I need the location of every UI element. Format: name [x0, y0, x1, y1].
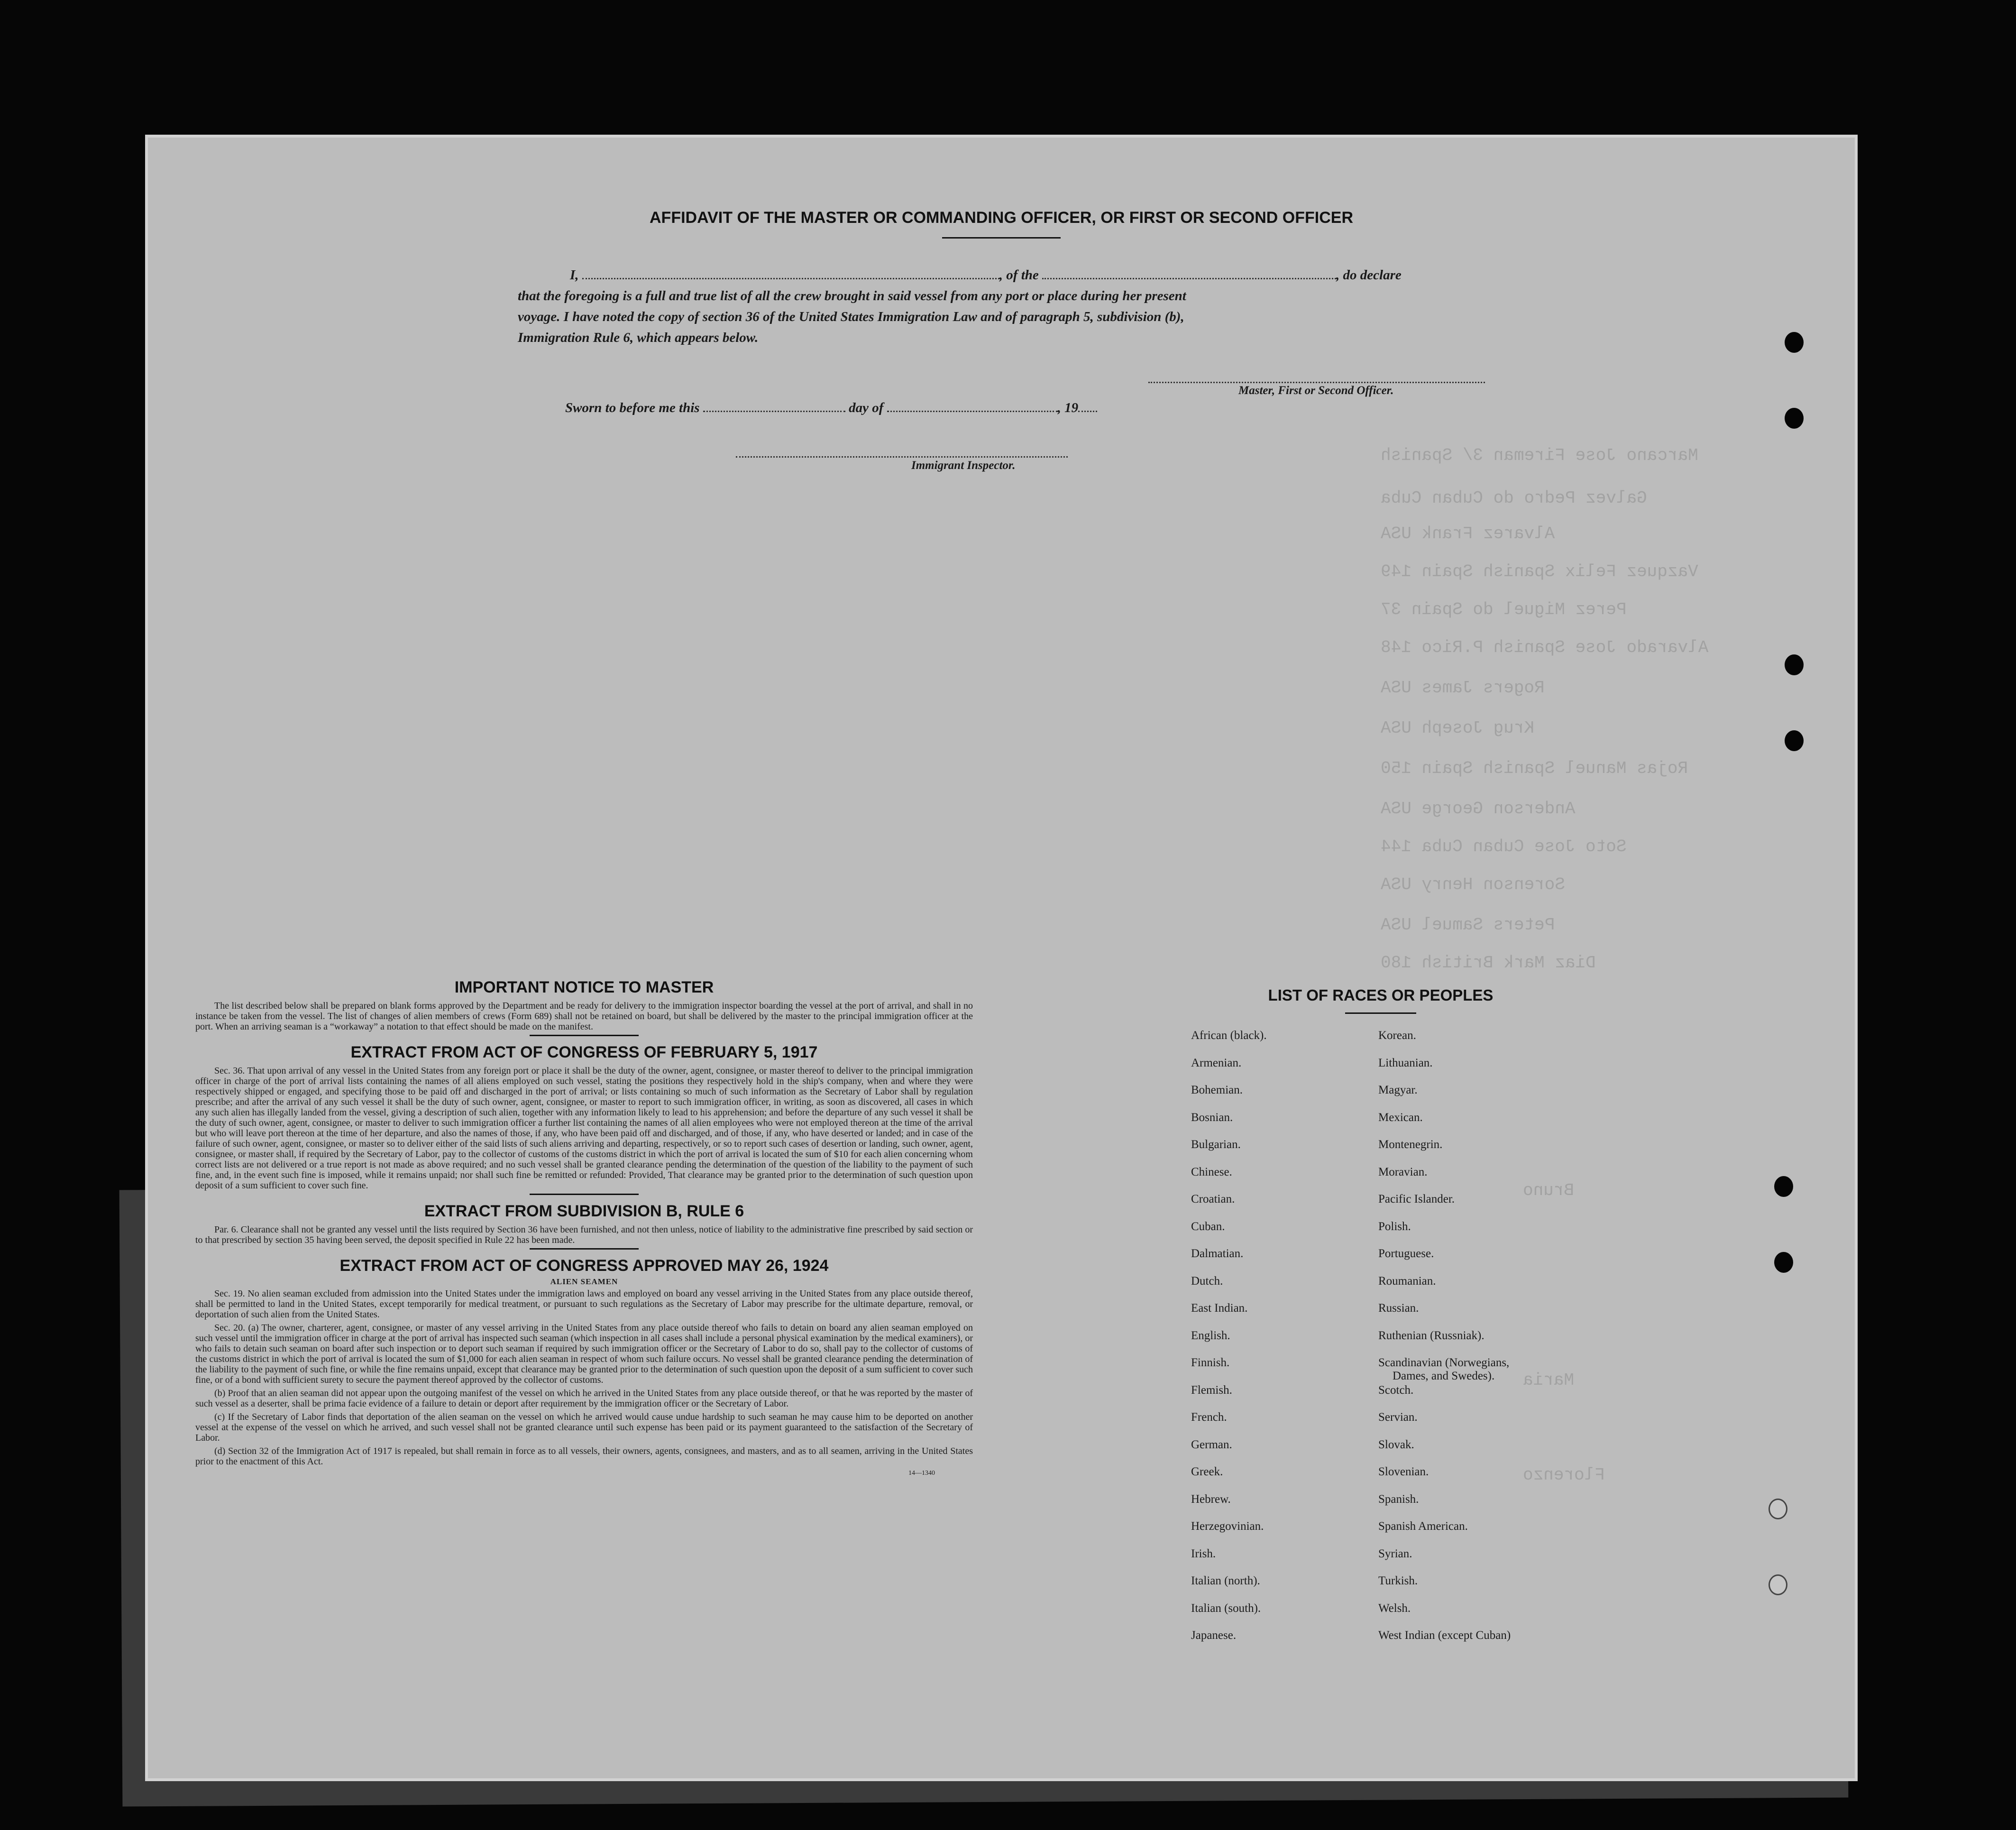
- affidavit-i-label: I,: [570, 267, 579, 283]
- race-entry: Irish.: [1191, 1547, 1216, 1560]
- sworn-day-field[interactable]: [703, 402, 845, 412]
- punch-hole: [1785, 332, 1804, 353]
- affidavit-line4: Immigration Rule 6, which appears below.: [518, 330, 759, 345]
- extract-1924-paragraph: (c) If the Secretary of Labor finds that deportation of the alien seaman on the vessel on which he arrived would cause undue hardship to such seaman he may cause him to be deported on another vessel at the expense of the vessel on which he arrived, and such vessel shall not be granted clearance until such expense has been paid or its payment guaranteed to the satisfaction of the Secretary of Labor.: [195, 1412, 973, 1443]
- affidavit-title: AFFIDAVIT OF THE MASTER OR COMMANDING OFFICER, OR FIRST OR SECOND OFFICER: [650, 209, 1353, 227]
- affidavit-of-the-label: , of the: [999, 267, 1039, 283]
- affidavit-line1: [518, 265, 1494, 285]
- races-title: LIST OF RACES OR PEOPLES: [1268, 986, 1494, 1004]
- affidavit-do-declare-label: , do declare: [1336, 267, 1402, 283]
- race-entry: Finnish.: [1191, 1356, 1230, 1369]
- race-entry: Slovak.: [1378, 1438, 1414, 1451]
- race-entry: African (black).: [1191, 1029, 1267, 1042]
- race-entry: Syrian.: [1378, 1547, 1412, 1560]
- race-entry: Spanish.: [1378, 1492, 1419, 1506]
- race-entry: Bohemian.: [1191, 1084, 1243, 1096]
- race-entry: Scotch.: [1378, 1383, 1414, 1397]
- race-entry: German.: [1191, 1438, 1232, 1451]
- notice-text: The list described below shall be prepared on blank forms approved by the Department and be ready for delivery to the immigration inspector boarding the vessel at the port of arrival, and shall in no instance be taken from the vessel. The list of changes of alien members of crews (Form 689) shall not be retained on board, but shall be delivered by the master to the principal immigration officer at the port. When an arriving seaman is a “workaway” a notation to that effect should be made on the manifest.: [195, 1001, 973, 1032]
- race-entry: Magyar.: [1378, 1084, 1418, 1096]
- race-entry: Scandinavian (Norwegians,: [1378, 1356, 1510, 1369]
- race-entry: French.: [1191, 1411, 1227, 1424]
- form-number: 14—1340: [908, 1470, 935, 1477]
- race-entry: Bosnian.: [1191, 1111, 1233, 1124]
- punch-hole: [1785, 408, 1804, 429]
- race-entry: Polish.: [1378, 1220, 1411, 1233]
- bleed-through-text: Marcano Jose Fireman 3/ Spanish Galvez Pedro do Cuban Cuba Alvarez Frank USA Vazquez Felix Spanish Spain 149 Perez Miguel do Spain 37 Alvarado Jose Spanish P.Rico 148 Rogers James USA Krug Joseph USA Rojas Manuel Spanish Spain 150 Anderson George USA Soto Jose Cuban Cuba 144 Sorenson Henry USA Peters Samuel USA Diaz Mark British 180 Bruno Maria Florenzo: [1381, 446, 1709, 1485]
- race-entry: Mexican.: [1378, 1111, 1423, 1124]
- sworn-line: [565, 397, 1542, 418]
- sworn-month-field[interactable]: [887, 402, 1058, 412]
- race-entry: East Indian.: [1191, 1302, 1248, 1315]
- race-entry: Roumanian.: [1378, 1274, 1436, 1287]
- inspector-signature-line[interactable]: [736, 456, 1068, 458]
- race-entry: Turkish.: [1378, 1574, 1418, 1587]
- extract-1917-title: EXTRACT FROM ACT OF CONGRESS OF FEBRUARY 5, 1917: [350, 1043, 818, 1061]
- year-label: , 19: [1057, 400, 1079, 415]
- race-entry: Japanese.: [1191, 1629, 1237, 1642]
- vessel-name-field[interactable]: [1042, 269, 1336, 279]
- extract-1924-paragraph: Sec. 20. (a) The owner, charterer, agent, consignee, or master of any vessel arriving in the United States from any place outside thereof who fails to detain on board any alien seaman employed on such vessel until the immigration officer in charge at the port of arrival has inspected such seaman (which inspection in all cases shall include a personal physical examination by the medical examiners), or who fails to detain such seaman on board after such inspection or to deport such seaman if required by such immigration officer or the Secretary of Labor to do so, shall pay to the collector of customs of the customs district in which the port of arrival is located the sum of $1,000 for each alien seaman in respect of whom such failure occurs. No vessel shall be granted clearance pending the determination of the liability to the payment of such fine, or while the fine remains unpaid, except that clearance may be granted prior to the determination of such question upon the deposit of a sum sufficient to cover such fine, or of a bond with sufficient surety to secure the payment thereof approved by the collector of customs.: [195, 1323, 973, 1385]
- race-entry: Portuguese.: [1378, 1247, 1434, 1260]
- affidavit-line2: that the foregoing is a full and true list of all the crew brought in said vessel from any port or place during her present: [518, 288, 1186, 303]
- race-entry: Spanish American.: [1378, 1520, 1468, 1533]
- extract-1917-rule: [530, 1194, 639, 1195]
- extract-rule6-text: Par. 6. Clearance shall not be granted any vessel until the lists required by Section 36 have been furnished, and not then unless, notice of liability to the administrative fine prescribed by said section or to that prescribed by section 35 having been served, the deposit specified in Rule 22 has been made.: [195, 1224, 973, 1245]
- punch-hole: [1785, 730, 1804, 751]
- extract-rule6-title: EXTRACT FROM SUBDIVISION B, RULE 6: [424, 1202, 744, 1220]
- notice-title: IMPORTANT NOTICE TO MASTER: [454, 978, 714, 996]
- punch-hole: [1774, 1252, 1793, 1273]
- race-entry: Armenian.: [1191, 1056, 1242, 1069]
- race-entry: Russian.: [1378, 1302, 1419, 1315]
- race-entry: Greek.: [1191, 1465, 1223, 1478]
- race-entry: Flemish.: [1191, 1383, 1232, 1397]
- race-entry: Pacific Islander.: [1378, 1193, 1455, 1205]
- affidavit-line3: voyage. I have noted the copy of section 36 of the United States Immigration Law and of paragraph 5, subdivision (b),: [518, 309, 1184, 324]
- notice-rule: [530, 1035, 639, 1036]
- notices-column: [195, 977, 973, 1477]
- punch-hole: [1774, 1176, 1793, 1197]
- extract-1917-text: Sec. 36. That upon arrival of any vessel in the United States from any foreign port or place it shall be the duty of the owner, agent, consignee, or master thereof to deliver to the principal immigration officer in charge of the port of arrival lists containing the names of all aliens employed on such vessel, stating the positions they respectively hold in the ship's company, when and where they were respectively shipped or engaged, and specifying those to be paid off and discharged in the port of arrival; or lists containing so much of such information as the Secretary of Labor shall by regulation prescribe; and after the arrival of any such vessel it shall be the duty of such owner, agent, consignee, or master to report to such immigration officer, in writing, as soon as discovered, all cases in which any such alien has illegally landed from the vessel, giving a description of such alien, together with any information likely to lead to his apprehension; and before the departure of any such vessel it shall be the duty of such owner, agent, consignee, or master to deliver to such immigration officer a further list containing the names of all alien employees who were not employed thereon at the time of the arrival but who will leave port thereon at the time of her departure, and also the names of those, if any, who have been paid off and discharged, and of those, if any, who have deserted or landed; and in case of the failure of such owner, agent, consignee, or master so to deliver either of the said lists of such aliens arriving and departing, respectively, or so to report such cases of desertion or landing, such owner, agent, consignee, or master shall, if required by the Secretary of Labor, pay to the collector of customs of the customs district in which the port of arrival is located the sum of $10 for each alien concerning whom correct lists are not delivered or a true report is not made as above required; and no such vessel shall be granted clearance pending the determination of the question of the liability to the payment of such fine, and, in the event such fine is imposed, while it remains unpaid; nor shall such fine be remitted or refunded: Provided, That clearance may be granted prior to the determination of such question upon deposit of a sum sufficient to cover such fine.: [195, 1066, 973, 1191]
- extract-1924-title: EXTRACT FROM ACT OF CONGRESS APPROVED MAY 26, 1924: [339, 1257, 829, 1275]
- extract-1924-paragraph: Sec. 19. No alien seaman excluded from admission into the United States under the immigration laws and employed on board any vessel arriving in the United States from any place outside thereof, shall be permitted to land in the United States, except temporarily for medical treatment, or pursuant to such regulations as the Secretary of Labor may prescribe for the ultimate departure, removal, or deportation of such alien from the United States.: [195, 1288, 973, 1320]
- race-entry: Welsh.: [1378, 1601, 1411, 1615]
- race-entry: Ruthenian (Russniak).: [1378, 1329, 1485, 1342]
- extract-1924-subtitle: ALIEN SEAMEN: [550, 1277, 618, 1286]
- race-entry: Bulgarian.: [1191, 1138, 1241, 1151]
- master-name-field[interactable]: [582, 269, 999, 279]
- race-entry: West Indian (except Cuban): [1378, 1629, 1511, 1642]
- race-entry: Cuban.: [1191, 1220, 1225, 1233]
- sworn-year-field[interactable]: [1078, 402, 1097, 412]
- punch-hole: [1769, 1574, 1787, 1595]
- day-of-label: day of: [849, 400, 884, 415]
- master-signature-line[interactable]: [1148, 382, 1485, 383]
- master-signature-caption: Master, First or Second Officer.: [1238, 384, 1394, 397]
- race-entry: Croatian.: [1191, 1193, 1235, 1205]
- sworn-label: Sworn to before me this: [565, 400, 700, 415]
- extract-1924-paragraph: (b) Proof that an alien seaman did not appear upon the outgoing manifest of the vessel on which he arrived in the United States from any place outside thereof, or that he was reported by the master of such vessel as a deserter, shall be prima facie evidence of a failure to detain or deport after requirement by the immigration officer or the Secretary of Labor.: [195, 1388, 973, 1409]
- affidavit-title-rule: [942, 237, 1061, 239]
- extract-rule6-rule: [530, 1248, 639, 1250]
- race-entry: Slovenian.: [1378, 1465, 1429, 1478]
- race-entry: Hebrew.: [1191, 1492, 1231, 1506]
- race-entry: Dames, and Swedes).: [1393, 1370, 1495, 1382]
- race-entry: Chinese.: [1191, 1165, 1232, 1178]
- document-page: [148, 138, 1855, 1778]
- race-entry: Lithuanian.: [1378, 1056, 1433, 1069]
- race-entry: Dalmatian.: [1191, 1247, 1244, 1260]
- race-entry: Servian.: [1378, 1411, 1418, 1424]
- punch-hole: [1769, 1499, 1787, 1519]
- punch-hole: [1785, 654, 1804, 675]
- race-entry: Italian (north).: [1191, 1574, 1260, 1587]
- extract-1924-paragraph: (d) Section 32 of the Immigration Act of 1917 is repealed, but shall remain in force as to all vessels, their owners, agents, consignees, and masters, and as to all seamen, arriving in the United States prior to the enactment of this Act.: [195, 1446, 973, 1467]
- races-title-rule: [1345, 1012, 1416, 1014]
- race-entry: Italian (south).: [1191, 1601, 1261, 1615]
- race-entry: Moravian.: [1378, 1165, 1428, 1178]
- race-entry: Dutch.: [1191, 1274, 1223, 1287]
- race-entry: English.: [1191, 1329, 1230, 1342]
- race-entry: Korean.: [1378, 1029, 1416, 1042]
- race-entry: Montenegrin.: [1378, 1138, 1443, 1151]
- inspector-signature-caption: Immigrant Inspector.: [911, 459, 1016, 472]
- race-entry: Herzegovinian.: [1191, 1520, 1264, 1533]
